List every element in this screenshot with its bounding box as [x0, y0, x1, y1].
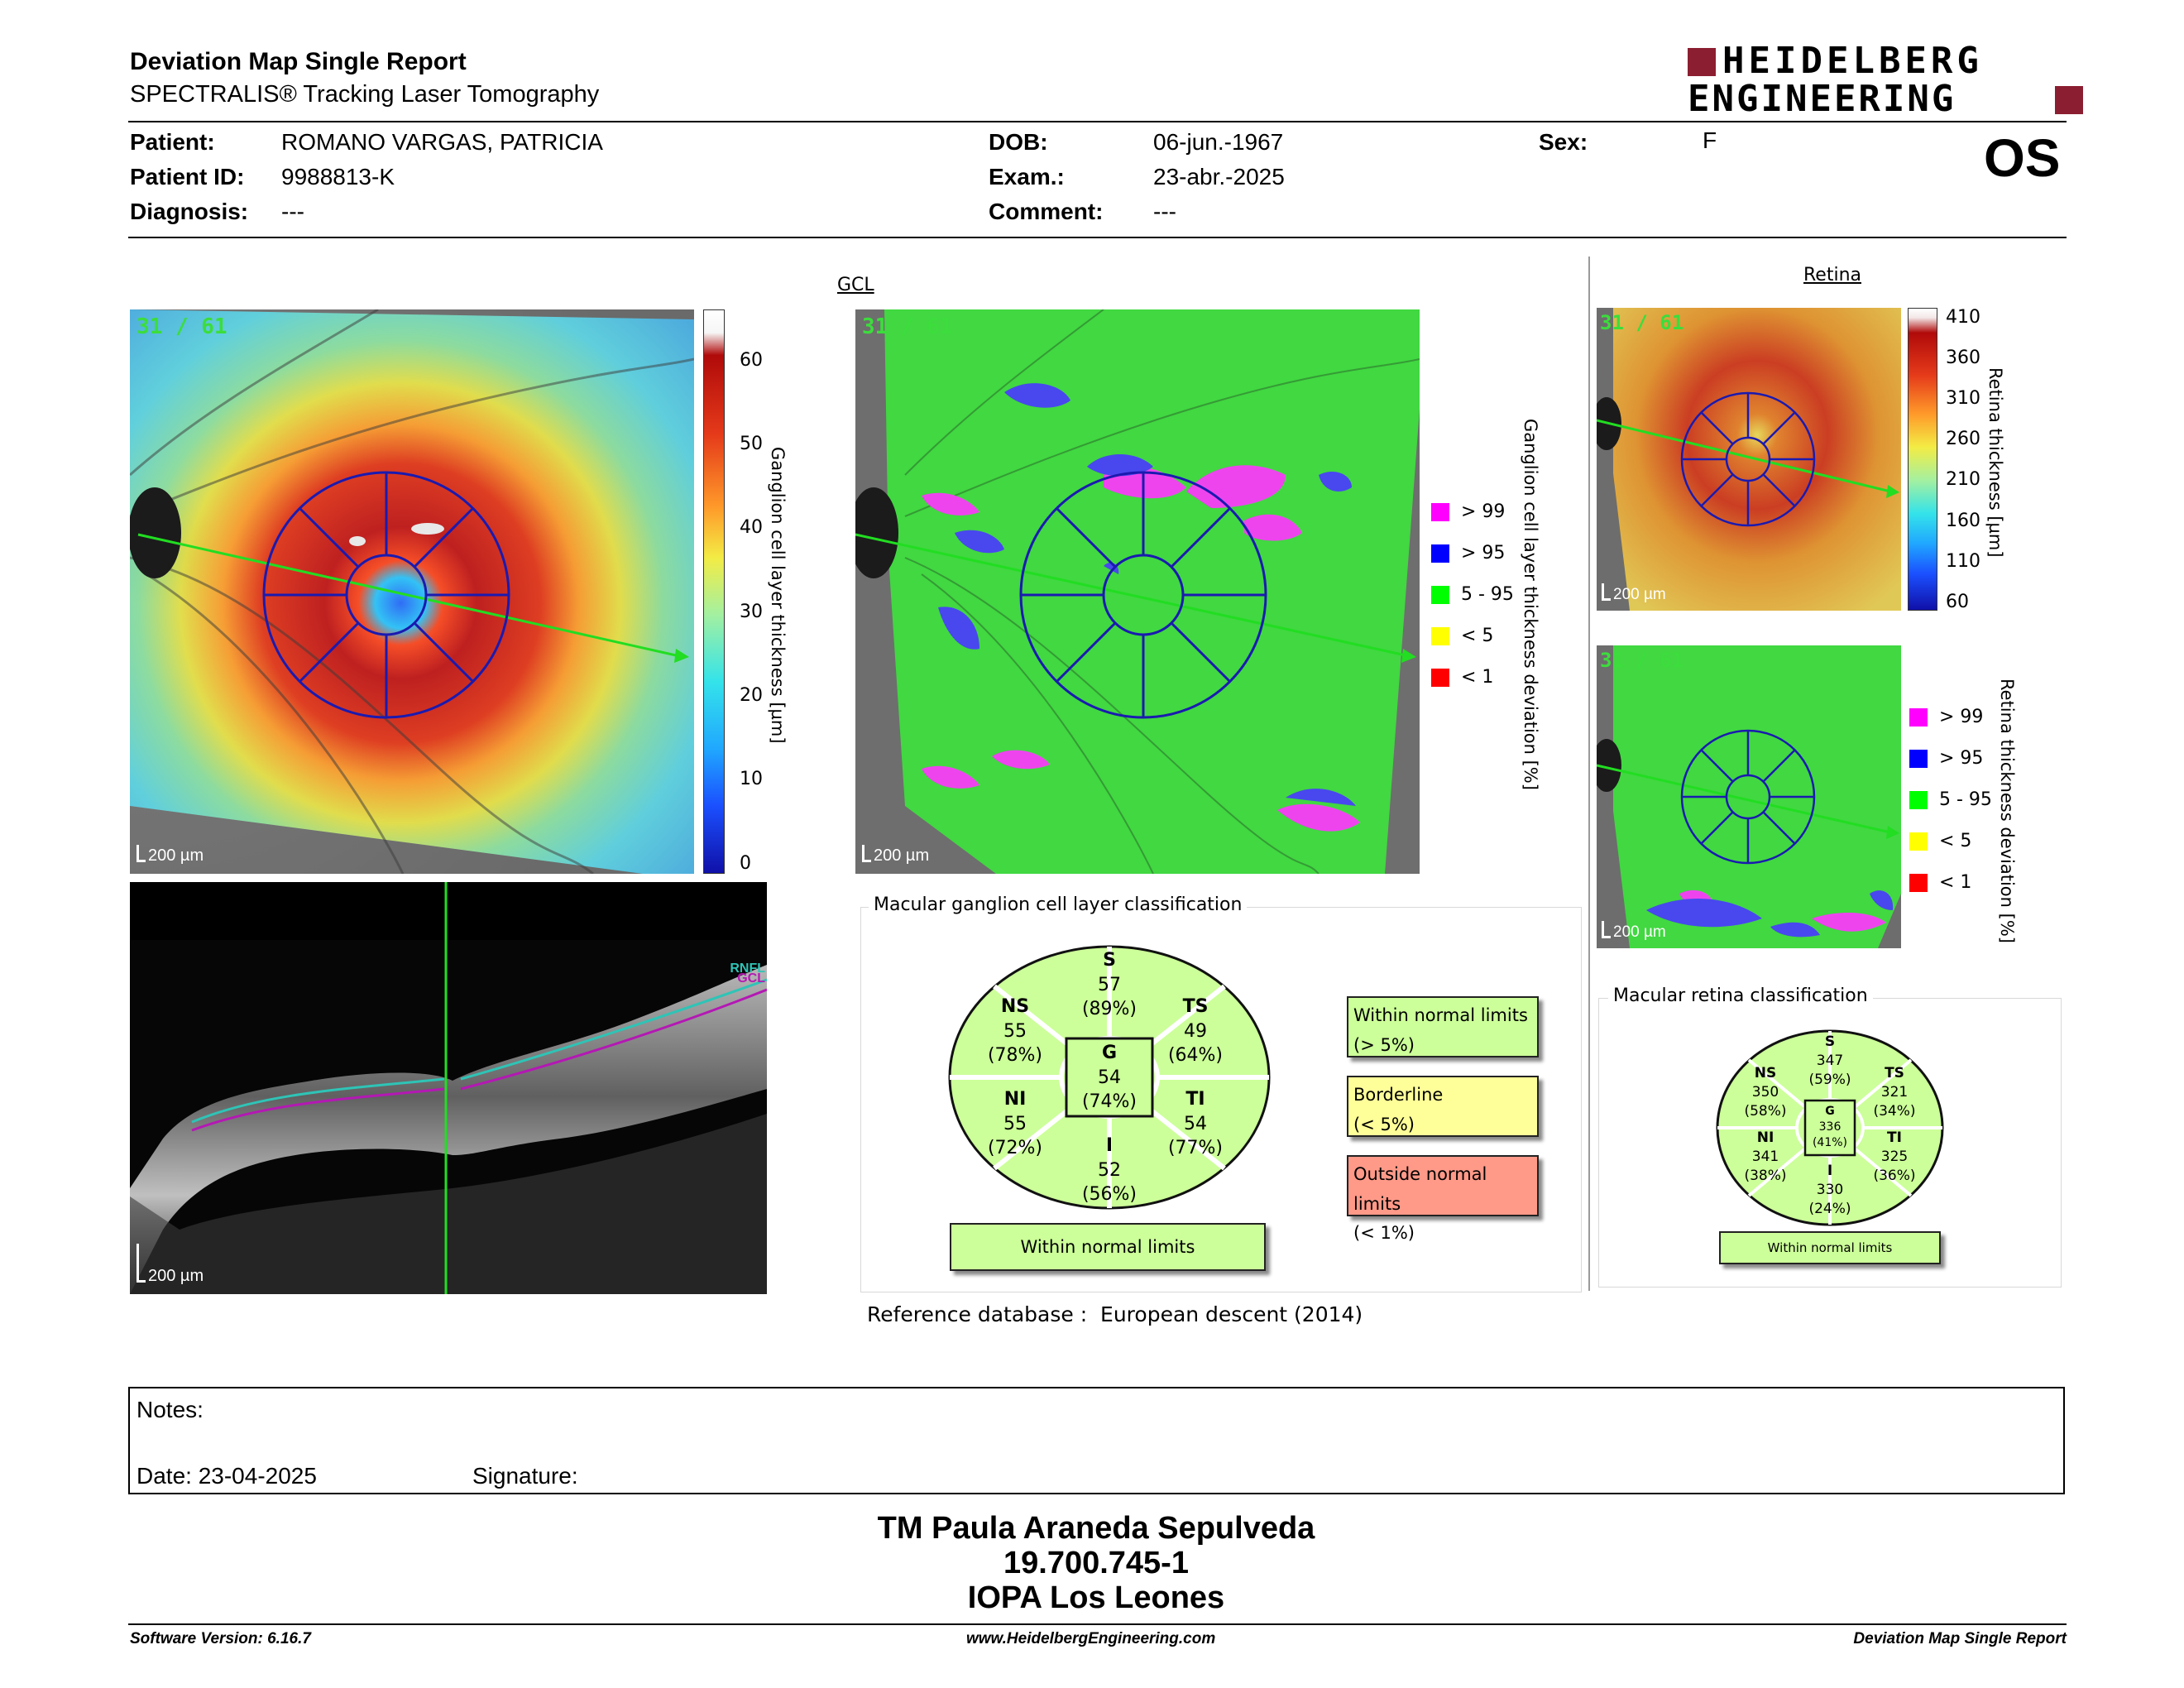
legend-swatch-icon	[1909, 832, 1928, 851]
exam-label: Exam.:	[989, 164, 1065, 189]
legend-label: < 5	[1939, 831, 1972, 851]
colorbar-tick: 160	[1946, 510, 1980, 531]
exam-value: 23-abr.-2025	[1153, 164, 1285, 189]
footer-rule	[128, 1623, 2067, 1625]
retina-deviation-map[interactable]	[1597, 645, 1901, 948]
legend-label: 5 - 95	[1461, 584, 1514, 605]
gcl-sector-s: S 57 (89%)	[1081, 950, 1138, 1020]
section-divider	[1588, 257, 1590, 1291]
rnfl-tag: RNFL	[730, 961, 765, 976]
reference-value: European descent (2014)	[1100, 1302, 1363, 1326]
report-title: Deviation Map Single Report	[130, 48, 467, 75]
gcl-sector-ti: TI 54 (77%)	[1167, 1089, 1224, 1159]
gcl-sector-ns: NS 55 (78%)	[987, 996, 1043, 1067]
legend-outside-box: Outside normal limits (< 1%)	[1347, 1155, 1539, 1216]
gcl-section-title: GCL	[837, 275, 874, 295]
colorbar-tick: 210	[1946, 469, 1980, 491]
website-link[interactable]: www.HeidelbergEngineering.com	[966, 1630, 1216, 1647]
dob-value: 06-jun.-1967	[1153, 129, 1284, 155]
gcl-sector-g: G 54 (74%)	[1081, 1043, 1138, 1113]
frame-counter: 31 / 61	[1600, 311, 1684, 334]
dob-label: DOB:	[989, 129, 1048, 155]
scale-label: 200 µm	[1613, 586, 1666, 603]
signatory-block	[745, 1511, 1448, 1615]
scale-label: 200 µm	[874, 846, 930, 865]
legend-swatch-icon	[1909, 708, 1928, 727]
legend-item	[1431, 626, 1493, 646]
frame-counter: 31 / 61	[136, 314, 228, 339]
gcl-sector-ts: TS 49 (64%)	[1167, 996, 1224, 1067]
gcl-classification-title: Macular ganglion cell layer classification	[869, 894, 1247, 915]
legend-label: > 95	[1939, 748, 1984, 769]
legend-swatch-icon	[1909, 750, 1928, 768]
notes-box[interactable]	[128, 1387, 2065, 1494]
retina-result-box: Within normal limits	[1719, 1231, 1941, 1264]
retina-classification-title: Macular retina classification	[1608, 985, 1873, 1006]
signatory-name: TM Paula Araneda Sepulveda	[877, 1511, 1315, 1546]
legend-swatch-icon	[1909, 791, 1928, 809]
scale-bar	[136, 845, 204, 866]
retina-sector-i: I 330 (24%)	[1808, 1163, 1851, 1217]
legend-swatch-icon	[1431, 586, 1449, 604]
oct-bscan[interactable]	[130, 882, 767, 1294]
scale-bar	[1602, 921, 1666, 942]
frame-counter: 31 / 61	[1600, 649, 1684, 672]
retina-sector-ts: TS 321 (34%)	[1873, 1065, 1916, 1120]
legend-item	[1909, 707, 1983, 727]
diagnosis-value: ---	[281, 199, 304, 224]
retina-sector-ti: TI 325 (36%)	[1873, 1129, 1916, 1184]
logo-square-top-icon	[1688, 48, 1716, 76]
legend-label: < 1	[1939, 872, 1972, 893]
colorbar-tick: 30	[740, 601, 763, 622]
reference-database	[867, 1302, 1363, 1326]
logo-line-1: HEIDELBERG	[1722, 40, 1983, 82]
legend-label: > 99	[1461, 501, 1506, 522]
patient-id-label: Patient ID:	[130, 164, 245, 189]
colorbar-tick: 40	[740, 517, 763, 539]
legend-label: < 1	[1461, 667, 1494, 688]
legend-within-box: Within normal limits (> 5%)	[1347, 996, 1539, 1057]
date-label: Date: 23-04-2025	[136, 1463, 317, 1489]
legend-item	[1431, 667, 1493, 688]
logo-line-2: ENGINEERING	[1688, 78, 1956, 120]
colorbar-tick: 410	[1946, 306, 1980, 328]
legend-label: > 95	[1461, 543, 1506, 563]
scale-mark-icon	[136, 845, 146, 862]
scale-label: 200 µm	[148, 1267, 204, 1285]
gcl-sector-i: I 52 (56%)	[1081, 1135, 1138, 1206]
frame-counter: 31 / 61	[862, 314, 953, 339]
legend-label: < 5	[1461, 626, 1494, 646]
comment-label: Comment:	[989, 199, 1104, 224]
retina-sector-ni: NI 341 (38%)	[1744, 1129, 1787, 1184]
legend-item	[1909, 789, 1992, 810]
scale-mark-icon	[1602, 583, 1611, 601]
legend-item	[1431, 584, 1514, 605]
legend-item	[1431, 501, 1505, 522]
gcl-deviation-title: Ganglion cell layer thickness deviation [%]	[1521, 419, 1540, 790]
header-rule-top	[128, 121, 2067, 122]
legend-label: 5 - 95	[1939, 789, 1992, 810]
patient-value: ROMANO VARGAS, PATRICIA	[281, 129, 603, 155]
patient-label: Patient:	[130, 129, 215, 155]
header-rule-bottom	[128, 237, 2067, 238]
signature-label: Signature:	[472, 1463, 578, 1489]
gcl-sector-ni: NI 55 (72%)	[987, 1089, 1043, 1159]
bscan-scale-bar	[136, 1244, 204, 1286]
scale-mark-icon	[862, 845, 871, 862]
legend-borderline-box: Borderline (< 5%)	[1347, 1076, 1539, 1137]
sex-value: F	[1703, 127, 1717, 153]
retina-colorbar-title: Retina thickness [µm]	[1985, 367, 2005, 558]
scale-bar	[1602, 583, 1666, 604]
legend-swatch-icon	[1431, 669, 1449, 687]
diagnosis-label: Diagnosis:	[130, 199, 249, 224]
reference-label: Reference database :	[867, 1302, 1088, 1326]
legend-item	[1909, 748, 1983, 769]
colorbar-tick: 50	[740, 434, 763, 455]
notes-label: Notes:	[136, 1397, 204, 1422]
colorbar-tick: 310	[1946, 388, 1980, 410]
signatory-org: IOPA Los Leones	[967, 1580, 1225, 1615]
gcl-thickness-map[interactable]	[130, 309, 694, 874]
colorbar-tick: 20	[740, 685, 763, 707]
scale-label: 200 µm	[1613, 923, 1666, 941]
colorbar-tick: 0	[740, 852, 751, 874]
colorbar-tick: 10	[740, 769, 763, 790]
legend-label: > 99	[1939, 707, 1984, 727]
scale-mark-icon	[136, 1244, 146, 1283]
retina-sector-g: G 336 (41%)	[1812, 1105, 1848, 1149]
legend-item	[1431, 543, 1505, 563]
retina-section-title: Retina	[1803, 265, 1861, 285]
colorbar-tick: 260	[1946, 429, 1980, 450]
legend-item	[1909, 872, 1971, 893]
gcl-colorbar	[703, 309, 725, 874]
patient-id-value: 9988813-K	[281, 164, 395, 189]
retina-deviation-title: Retina thickness deviation [%]	[1997, 679, 2017, 943]
colorbar-tick: 110	[1946, 550, 1980, 572]
gcl-tag: GCL	[737, 971, 765, 985]
legend-item	[1909, 831, 1971, 851]
colorbar-tick: 60	[1946, 591, 1969, 612]
footer-report-name: Deviation Map Single Report	[1853, 1630, 2067, 1647]
logo-square-bottom-icon	[2055, 86, 2083, 114]
retina-sector-ns: NS 350 (58%)	[1744, 1065, 1787, 1120]
signatory-id: 19.700.745-1	[1003, 1546, 1189, 1580]
gcl-result-box: Within normal limits	[950, 1223, 1266, 1271]
comment-value: ---	[1153, 199, 1176, 224]
heidelberg-logo	[1688, 40, 2083, 120]
colorbar-tick: 360	[1946, 347, 1980, 368]
scale-mark-icon	[1602, 921, 1611, 938]
sex-label: Sex:	[1539, 129, 1588, 155]
software-version: Software Version: 6.16.7	[130, 1630, 311, 1647]
legend-swatch-icon	[1431, 503, 1449, 521]
legend-swatch-icon	[1431, 544, 1449, 563]
legend-swatch-icon	[1431, 627, 1449, 645]
eye-indicator: OS	[1984, 128, 2061, 188]
retina-sector-s: S 347 (59%)	[1808, 1033, 1851, 1088]
retina-thickness-map[interactable]	[1597, 308, 1901, 611]
report-subtitle: SPECTRALIS® Tracking Laser Tomography	[130, 81, 600, 108]
scale-bar	[862, 845, 929, 866]
colorbar-tick: 60	[740, 349, 763, 371]
gcl-deviation-map[interactable]	[855, 309, 1420, 874]
retina-colorbar	[1908, 308, 1937, 611]
scale-label: 200 µm	[148, 846, 204, 865]
gcl-colorbar-title: Ganglion cell layer thickness [µm]	[768, 447, 788, 744]
legend-swatch-icon	[1909, 874, 1928, 892]
